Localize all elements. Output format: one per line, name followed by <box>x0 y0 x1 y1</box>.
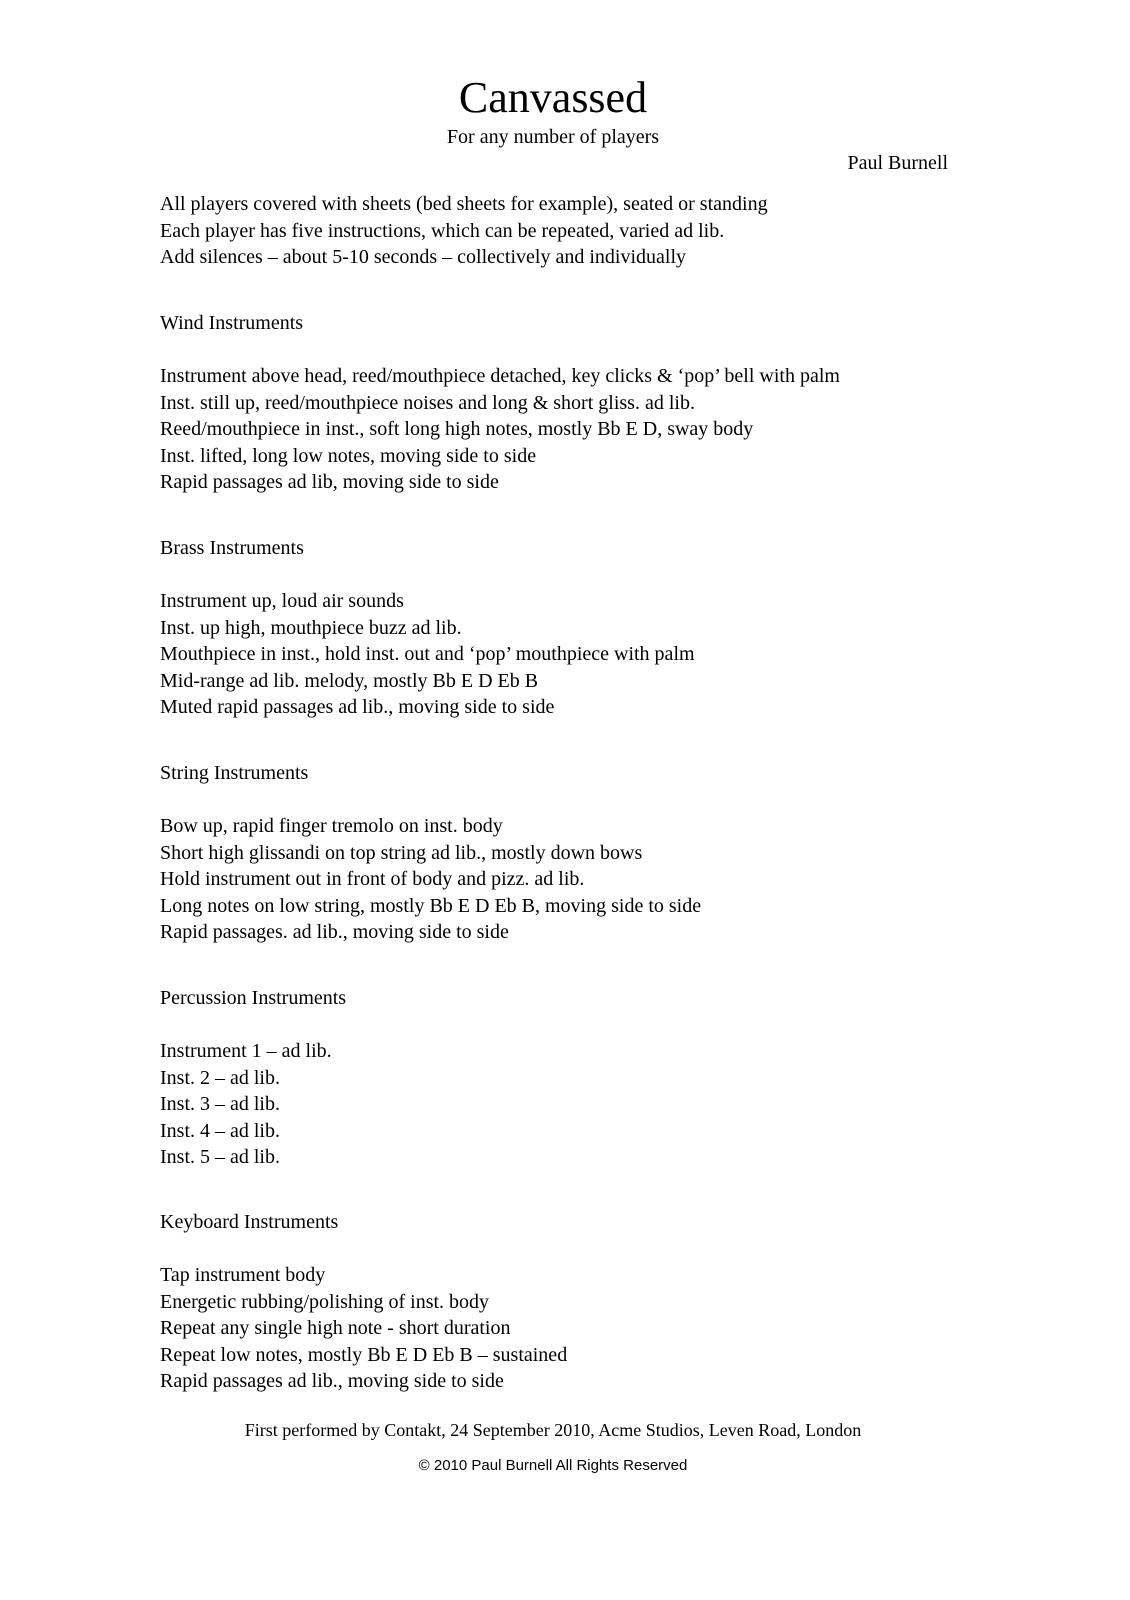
instruction-line: Inst. 2 – ad lib. <box>160 1066 280 1089</box>
instruction-line: Inst. 4 – ad lib. <box>160 1119 280 1142</box>
intro-instructions <box>160 191 768 271</box>
instruction-line: Inst. 5 – ad lib. <box>160 1146 280 1169</box>
instruction-line: Mid-range ad lib. melody, mostly Bb E D Eb B <box>160 669 539 692</box>
instruction-line: Tap instrument body <box>160 1264 326 1286</box>
section-instructions-brass-instruments <box>160 588 695 721</box>
section-instructions-percussion-instruments <box>160 1038 332 1171</box>
section-instructions-string-instruments <box>160 813 701 946</box>
instruction-line: Instrument above head, reed/mouthpiece detached, key clicks & ‘pop’ bell with palm <box>160 365 840 387</box>
section-heading-percussion-instruments: Percussion Instruments <box>160 987 347 1009</box>
instruction-line: Inst. lifted, long low notes, moving side to side <box>160 444 537 467</box>
instruction-line: Reed/mouthpiece in inst., soft long high notes, mostly Bb E D, sway body <box>160 418 754 441</box>
author: Paul Burnell <box>847 152 948 174</box>
performance-note: First performed by Contakt, 24 September 2010, Acme Studios, Leven Road, London <box>244 1420 862 1440</box>
instruction-line: Rapid passages. ad lib., moving side to side <box>160 921 509 944</box>
instruction-line: Repeat low notes, mostly Bb E D Eb B – sustained <box>160 1343 568 1366</box>
instruction-line: Short high glissandi on top string ad lib., mostly down bows <box>160 841 643 864</box>
instruction-line: Repeat any single high note - short duration <box>160 1317 511 1340</box>
instruction-line: Muted rapid passages ad lib., moving side to side <box>160 696 555 719</box>
intro-line: Each player has five instructions, which can be repeated, varied ad lib. <box>160 219 725 242</box>
instruction-line: Rapid passages ad lib, moving side to side <box>160 471 499 494</box>
section-instructions-keyboard-instruments <box>160 1262 567 1395</box>
section-heading-brass-instruments: Brass Instruments <box>160 537 304 559</box>
instruction-line: Instrument up, loud air sounds <box>160 590 404 612</box>
instruction-line: Rapid passages ad lib., moving side to side <box>160 1370 504 1393</box>
section-instructions-wind-instruments <box>160 363 840 496</box>
instruction-line: Instrument 1 – ad lib. <box>160 1040 332 1062</box>
intro-line: Add silences – about 5-10 seconds – collectively and individually <box>160 246 686 269</box>
instruction-line: Hold instrument out in front of body and pizz. ad lib. <box>160 868 585 891</box>
intro-line: All players covered with sheets (bed sheets for example), seated or standing <box>160 193 768 215</box>
copyright-notice: © 2010 Paul Burnell All Rights Reserved <box>418 1457 688 1474</box>
section-heading-wind-instruments: Wind Instruments <box>160 312 304 334</box>
instruction-line: Inst. 3 – ad lib. <box>160 1093 280 1116</box>
instruction-line: Inst. up high, mouthpiece buzz ad lib. <box>160 616 462 639</box>
instruction-line: Bow up, rapid finger tremolo on inst. body <box>160 815 503 837</box>
instruction-line: Inst. still up, reed/mouthpiece noises and long & short gliss. ad lib. <box>160 391 695 414</box>
section-heading-keyboard-instruments: Keyboard Instruments <box>160 1211 339 1233</box>
instruction-line: Mouthpiece in inst., hold inst. out and ‘pop’ mouthpiece with palm <box>160 643 695 666</box>
instruction-line: Long notes on low string, mostly Bb E D Eb B, moving side to side <box>160 894 702 917</box>
section-heading-string-instruments: String Instruments <box>160 762 309 784</box>
instruction-line: Energetic rubbing/polishing of inst. body <box>160 1290 490 1313</box>
document-subtitle: For any number of players <box>446 126 660 148</box>
document-title: Canvassed <box>458 73 648 122</box>
